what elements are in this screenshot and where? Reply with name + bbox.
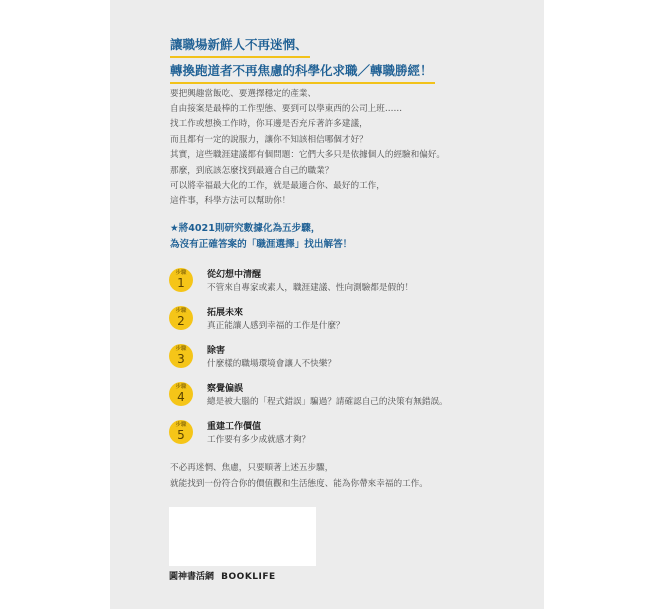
subheading (170, 221, 352, 253)
step-description: 工作要有多少成就感才夠？ (207, 435, 311, 445)
step-title: 除害 (207, 346, 226, 356)
step-badge (169, 344, 193, 368)
step-badge (169, 268, 193, 292)
step-number: 1 (177, 276, 185, 290)
step-badge-label: 步驟 (175, 308, 187, 314)
step-number: 3 (177, 352, 185, 366)
closing-paragraph (170, 460, 428, 492)
subheading-line-2: 為沒有正確答案的「職涯選擇」找出解答！ (170, 239, 353, 250)
step-number: 4 (177, 390, 185, 404)
step-number: 5 (177, 428, 185, 442)
step-number: 2 (177, 314, 185, 328)
step-badge-label: 步驟 (175, 270, 187, 276)
intro-paragraph (170, 87, 445, 163)
barcode-area (169, 507, 316, 566)
step-badge-label: 步驟 (175, 384, 187, 390)
step-title: 重建工作價值 (207, 422, 262, 432)
question-paragraph (170, 164, 385, 210)
step-description: 不管來自專家或素人，職涯建議、性向測驗都是假的！ (207, 283, 414, 293)
step-title: 拓展未來 (207, 308, 244, 318)
headline (170, 34, 435, 86)
step-badge-label: 步驟 (175, 422, 187, 428)
step-badge (169, 420, 193, 444)
step-title: 察覺偏誤 (207, 384, 244, 394)
subheading-line-1: ★將4021則研究數據化為五步驟， (170, 223, 321, 234)
booklife-logo: BOOKLIFE (221, 572, 276, 582)
question-line: 那麼，到底該怎麼找到最適合自己的職業？ (170, 166, 334, 176)
intro-line: 自由接案是最棒的工作型態、要到可以學東西的公司上班…… (170, 104, 403, 115)
step-description: 真正能讓人感到幸福的工作是什麼？ (207, 321, 345, 331)
step-badge (169, 382, 193, 406)
step-title: 從幻想中清醒 (207, 270, 262, 280)
book-back-cover (110, 0, 544, 609)
intro-line: 而且都有一定的說服力，讓你不知該相信哪個才好？ (170, 134, 368, 145)
intro-line: 找工作或想換工作時，你耳邊是否充斥著許多建議， (170, 119, 368, 130)
intro-line: 要把興趣當飯吃、要選擇穩定的產業、 (170, 89, 317, 99)
step-description: 什麼樣的職場環境會讓人不快樂？ (207, 359, 336, 369)
publisher-logos (169, 569, 276, 582)
closing-line: 不必再迷惘、焦慮，只要順著上述五步驟， (170, 463, 334, 473)
publisher-logo: 圓神書活網 (169, 572, 215, 582)
intro-line: 其實，這些職涯建議都有個問題：它們大多只是依據個人的經驗和偏好。 (170, 149, 446, 160)
question-line: 可以將幸福最大化的工作，就是最適合你、最好的工作， (170, 181, 385, 192)
headline-line-1: 讓職場新鮮人不再迷惘、 (170, 34, 310, 58)
headline-line-2: 轉換跑道者不再焦慮的科學化求職／轉職勝經！ (170, 60, 435, 84)
step-badge (169, 306, 193, 330)
question-line: 這件事，科學方法可以幫助你！ (170, 196, 291, 207)
step-description: 總是被大腦的「程式錯誤」騙過？請確認自己的決策有無錯誤。 (207, 397, 448, 407)
closing-line: 就能找到一份符合你的價值觀和生活態度、能為你帶來幸福的工作。 (170, 479, 428, 489)
step-badge-label: 步驟 (175, 346, 187, 352)
